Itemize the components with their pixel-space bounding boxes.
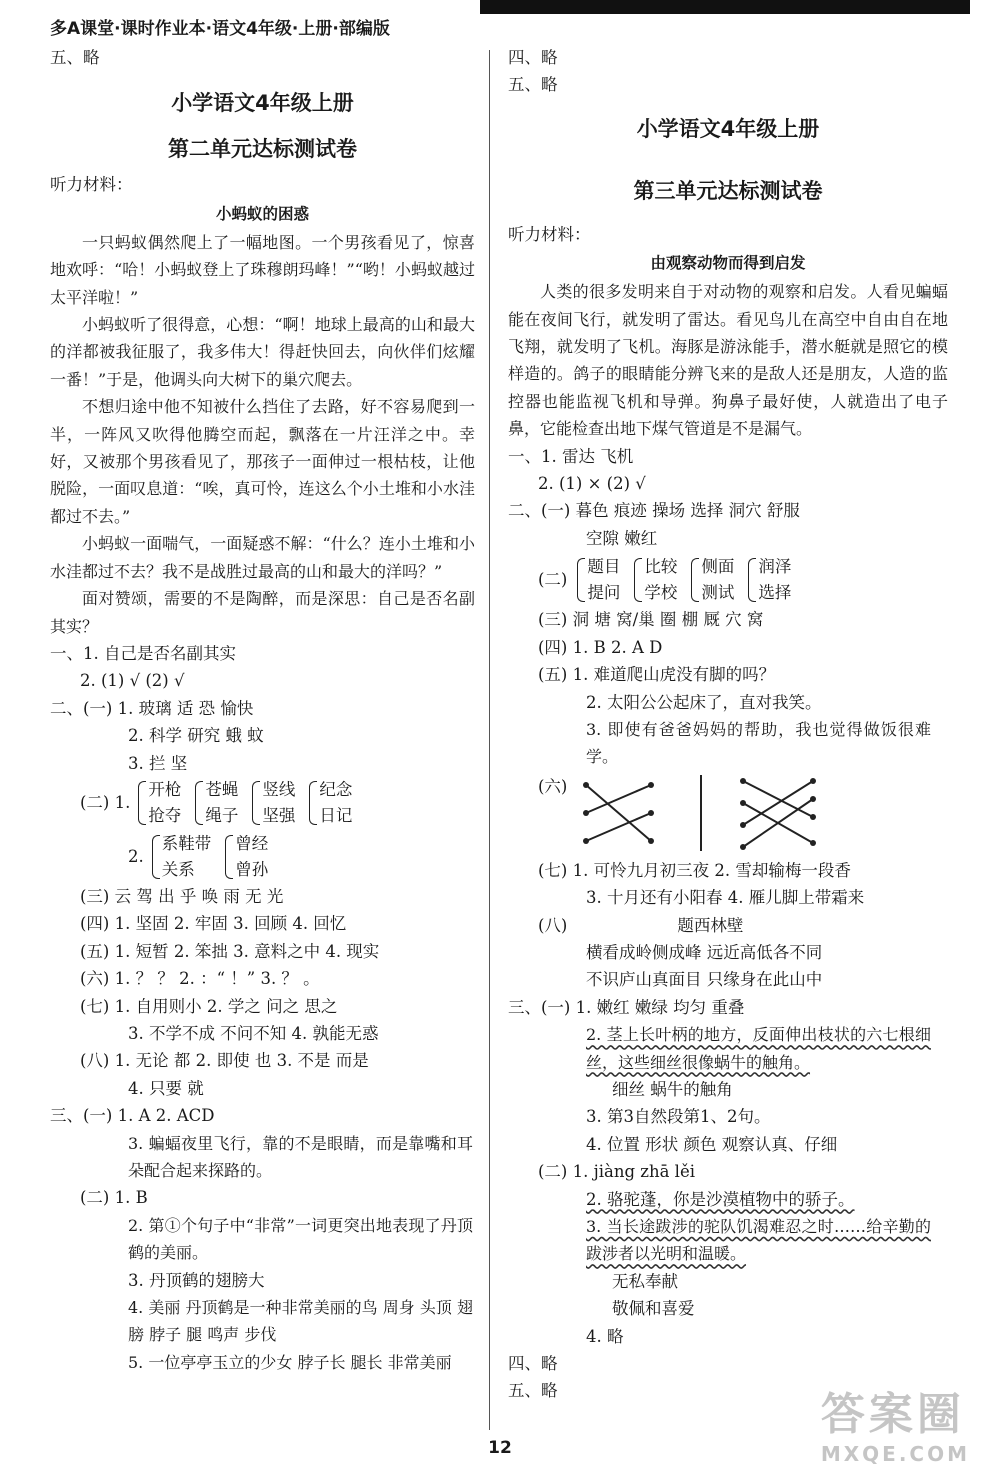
page-title: 小学语文4年级上册 — [171, 91, 354, 116]
match-label: (六) — [538, 776, 568, 796]
listen-label: 听力材料： — [50, 175, 133, 195]
brace-word: 曾经 — [235, 833, 269, 853]
match-line — [586, 813, 651, 841]
match-line — [743, 799, 813, 847]
brace-pair — [691, 554, 734, 606]
match-dot — [810, 814, 816, 820]
watermark — [821, 1378, 970, 1466]
page-number: 12 — [488, 1438, 512, 1458]
answer-line: (六) 1. ？ ？ 2. ：“ ！” 3. ？ 。 — [80, 969, 320, 989]
matching-diagram-row — [508, 773, 948, 853]
brace-group-row — [50, 777, 475, 829]
answer-line: 2. (1) √ (2) √ — [80, 671, 185, 691]
brace-word: 比较 — [644, 557, 678, 577]
answer-line: 2. 茎上长叶柄的地方，反面伸出枝状的六七根细丝，这些细丝很像蜗牛的触角。 — [586, 1025, 931, 1072]
brace-word: 提问 — [587, 583, 621, 603]
story-paragraph: 人类的很多发明来自于对动物的观察和启发。人看见蝙蝠能在夜间飞行，就发明了雷达。看见鸟儿在高空中自由自在地飞翔，就发明了飞机。海豚是游泳能手，潜水艇就是照它的模样造的。鸽子的眼睛能分辨飞来的是敌人还是朋友，人造的监控器也能监视飞机和导弹。狗鼻子最好使，人就造出了电子鼻，它能检查出地下煤气管道是不是漏气。 — [508, 282, 948, 439]
match-dot — [583, 838, 589, 844]
brace-pair — [252, 777, 295, 829]
brace-word: 关系 — [161, 859, 195, 879]
item: 五、略 — [50, 48, 100, 67]
brace-label: 2. — [128, 846, 144, 866]
answer-line: (三) 云 驾 出 乎 唤 雨 无 光 — [80, 886, 284, 906]
answer-line: 无私奉献 — [612, 1271, 678, 1291]
match-line — [743, 781, 813, 825]
brace-pair — [634, 554, 677, 606]
brace-word: 选择 — [758, 583, 792, 603]
brace-word: 苍蝇 — [205, 779, 239, 799]
story-paragraph: 小蚂蚁一面喘气，一面疑惑不解：“什么？连小土堆和小水洼都过不去？我不是战胜过最高的山和最大的洋吗？” — [50, 534, 475, 581]
match-dot — [583, 810, 589, 816]
listen-label: 听力材料： — [508, 224, 591, 244]
brace-pair — [748, 554, 791, 606]
match-dot — [740, 800, 746, 806]
answer-line: 细丝 蜗牛的触角 — [612, 1079, 733, 1099]
running-header: 多A课堂·课时作业本·语文4年级·上册·部编版 — [50, 19, 390, 39]
answer-line: 一、1. 雷达 飞机 — [508, 446, 634, 466]
brace-pair — [309, 777, 352, 829]
brace-pair — [152, 831, 212, 883]
story-paragraph: 不想归途中他不知被什么挡住了去路，好不容易爬到一半，一阵风又吹得他腾空而起，飘落在一片汪洋之中。幸好，又被那个男孩看见了，那孩子一面伸过一根枯枝，让他脱险，一面叹息道：“唉，真可怜，连这么个小土堆和小水洼都过不去。” — [50, 397, 475, 526]
match-dot — [810, 796, 816, 802]
top-black-bar — [480, 0, 970, 14]
brace-word: 系鞋带 — [161, 833, 212, 853]
brace-label: (二) 1. — [80, 792, 131, 812]
answer-line: 3. 即使有爸爸妈妈的帮助，我也觉得做饭很难学。 — [586, 719, 931, 767]
brace-pair — [225, 831, 268, 883]
unit-title: 第二单元达标测试卷 — [168, 137, 357, 162]
brace-word: 坚强 — [262, 805, 296, 825]
story-title: 由观察动物而得到启发 — [650, 254, 806, 273]
brace-word: 侧面 — [701, 557, 735, 577]
answer-line: 一、1. 自己是否名副其实 — [50, 643, 236, 663]
brace-word: 抢夺 — [148, 805, 182, 825]
brace-pair — [138, 777, 181, 829]
brace-label: (二) — [538, 570, 568, 590]
answer-line: 4. 只要 就 — [128, 1078, 204, 1098]
page-title: 小学语文4年级上册 — [636, 116, 820, 141]
match-dot — [740, 822, 746, 828]
answer-line: 4. 美丽 丹顶鹤是一种非常美丽的鸟 周身 头顶 翅膀 脖子 腿 鸣声 步伐 — [128, 1298, 473, 1345]
watermark-url: MXQE.COM — [820, 1442, 970, 1466]
answer-line: (七) 1. 可怜九月初三夜 2. 雪却输梅一段香 — [538, 860, 851, 880]
answer-line: (四) 1. B 2. A D — [538, 637, 663, 657]
brace-pair — [577, 554, 620, 606]
brace-word: 润泽 — [758, 557, 792, 577]
item: 五、略 — [508, 75, 558, 95]
answer-line: 五、略 — [508, 1381, 558, 1401]
answer-line: 三、(一) 1. A 2. ACD — [50, 1106, 215, 1126]
column-divider — [489, 50, 490, 1430]
brace-word: 日记 — [319, 805, 353, 825]
answer-line: (八) 1. 无论 都 2. 即使 也 3. 不是 而是 — [80, 1051, 369, 1071]
poem-line: 横看成岭侧成峰 远近高低各不同 — [586, 942, 823, 962]
answer-line: 三、(一) 1. 嫩红 嫩绿 均匀 重叠 — [508, 997, 745, 1017]
answer-line: 2. 科学 研究 蛾 蚊 — [128, 726, 264, 746]
answer-line: 敬佩和喜爱 — [612, 1299, 695, 1319]
brace-word: 曾孙 — [235, 859, 269, 879]
answer-line: 3. 拦 坚 — [128, 753, 188, 773]
answer-line: 3. 不学不成 不问不知 4. 孰能无惑 — [128, 1023, 379, 1043]
answer-line: (三) 洞 塘 窝/巢 圈 棚 厩 穴 窝 — [538, 610, 764, 630]
poem-line: 不识庐山真面目 只缘身在此山中 — [586, 970, 823, 990]
answer-line: (二) 1. B — [80, 1188, 148, 1208]
poem-header-row — [508, 912, 948, 939]
story-paragraph: 面对赞颂，需要的不是陶醉，而是深思：自己是否名副其实？ — [50, 589, 475, 636]
brace-word: 纪念 — [319, 779, 353, 799]
answer-line: 5. 一位亭亭玉立的少女 脖子长 腿长 非常美丽 — [128, 1352, 452, 1372]
answer-line: 2. 骆驼蓬，你是沙漠植物中的骄子。 — [586, 1189, 855, 1209]
answer-line: 3. 第3自然段第1、2句。 — [586, 1107, 771, 1127]
story-paragraph: 一只蚂蚁偶然爬上了一幅地图。一个男孩看见了，惊喜地欢呼：“哈！小蚂蚁登上了珠穆朗玛峰！”“哟！小蚂蚁越过太平洋啦！” — [50, 232, 475, 307]
answer-line: 4. 略 — [586, 1326, 624, 1346]
brace-pair — [195, 777, 238, 829]
match-dot — [648, 838, 654, 844]
match-line — [586, 785, 651, 841]
brace-group-row — [508, 554, 948, 606]
match-dot — [583, 782, 589, 788]
match-group-right — [740, 778, 816, 850]
match-dot — [648, 810, 654, 816]
brace-group-row — [50, 831, 475, 883]
answer-line: (五) 1. 短暂 2. 笨拙 3. 意料之中 4. 现实 — [80, 941, 380, 961]
answer-line: (四) 1. 坚固 2. 牢固 3. 回顾 4. 回忆 — [80, 914, 347, 934]
brace-word: 开枪 — [148, 779, 182, 799]
left-column — [50, 44, 475, 1376]
answer-line: 2. 太阳公公起床了，直对我笑。 — [586, 692, 822, 712]
match-dot — [648, 782, 654, 788]
answer-line: 2. (1) × (2) √ — [538, 474, 646, 494]
match-dot — [740, 778, 746, 784]
item: 四、略 — [508, 48, 558, 67]
right-column — [508, 44, 948, 1405]
match-dot — [810, 778, 816, 784]
watermark-text: 答案圈 — [820, 1389, 965, 1440]
answer-line: (五) 1. 难道爬山虎没有脚的吗？ — [538, 665, 776, 685]
answer-line: 四、略 — [508, 1354, 558, 1374]
brace-word: 绳子 — [205, 805, 239, 825]
poem-label: (八) — [538, 915, 568, 935]
answer-line: 空隙 嫩红 — [586, 528, 658, 548]
answer-line: 3. 十月还有小阳春 4. 雁儿脚上带霜来 — [586, 888, 865, 908]
match-group-left — [583, 782, 654, 844]
answer-line: (七) 1. 自用则小 2. 学之 问之 思之 — [80, 996, 338, 1016]
answer-line: 二、(一) 1. 玻璃 适 恐 愉快 — [50, 698, 254, 718]
brace-word: 测试 — [701, 583, 735, 603]
answer-line: 2. 第①个句子中“非常”一词更突出地表现了丹顶鹤的美丽。 — [128, 1215, 473, 1263]
story-paragraph: 小蚂蚁听了很得意，心想：“啊！地球上最高的山和最大的洋都被我征服了，我多伟大！得赶快回去，向伙伴们炫耀一番！”于是，他调头向大树下的巢穴爬去。 — [50, 315, 475, 389]
brace-word: 学校 — [644, 583, 678, 603]
match-line — [743, 781, 813, 817]
poem-title: 题西林壁 — [677, 915, 744, 935]
answer-line: 3. 蝙蝠夜里飞行，靠的不是眼睛，而是靠嘴和耳朵配合起来探路的。 — [128, 1133, 473, 1180]
match-line — [586, 785, 651, 813]
unit-title: 第三单元达标测试卷 — [633, 178, 823, 203]
answer-line: 3. 当长途跋涉的驼队饥渴难忍之时……给辛勤的跋涉者以光明和温暖。 — [586, 1217, 931, 1264]
answer-line: 4. 位置 形状 颜色 观察认真、仔细 — [586, 1134, 838, 1154]
match-dot — [740, 844, 746, 850]
story-title: 小蚂蚁的困惑 — [215, 204, 309, 223]
match-dot — [810, 840, 816, 846]
answer-line: 3. 丹顶鹤的翅膀大 — [128, 1270, 265, 1290]
answer-line: (二) 1. jiàng zhā lěi — [538, 1162, 695, 1182]
matching-lines-diagram — [581, 773, 841, 853]
brace-word: 题目 — [587, 557, 621, 577]
answer-line: 二、(一) 暮色 痕迹 操场 选择 洞穴 舒服 — [508, 501, 800, 521]
brace-word: 竖线 — [262, 779, 296, 799]
